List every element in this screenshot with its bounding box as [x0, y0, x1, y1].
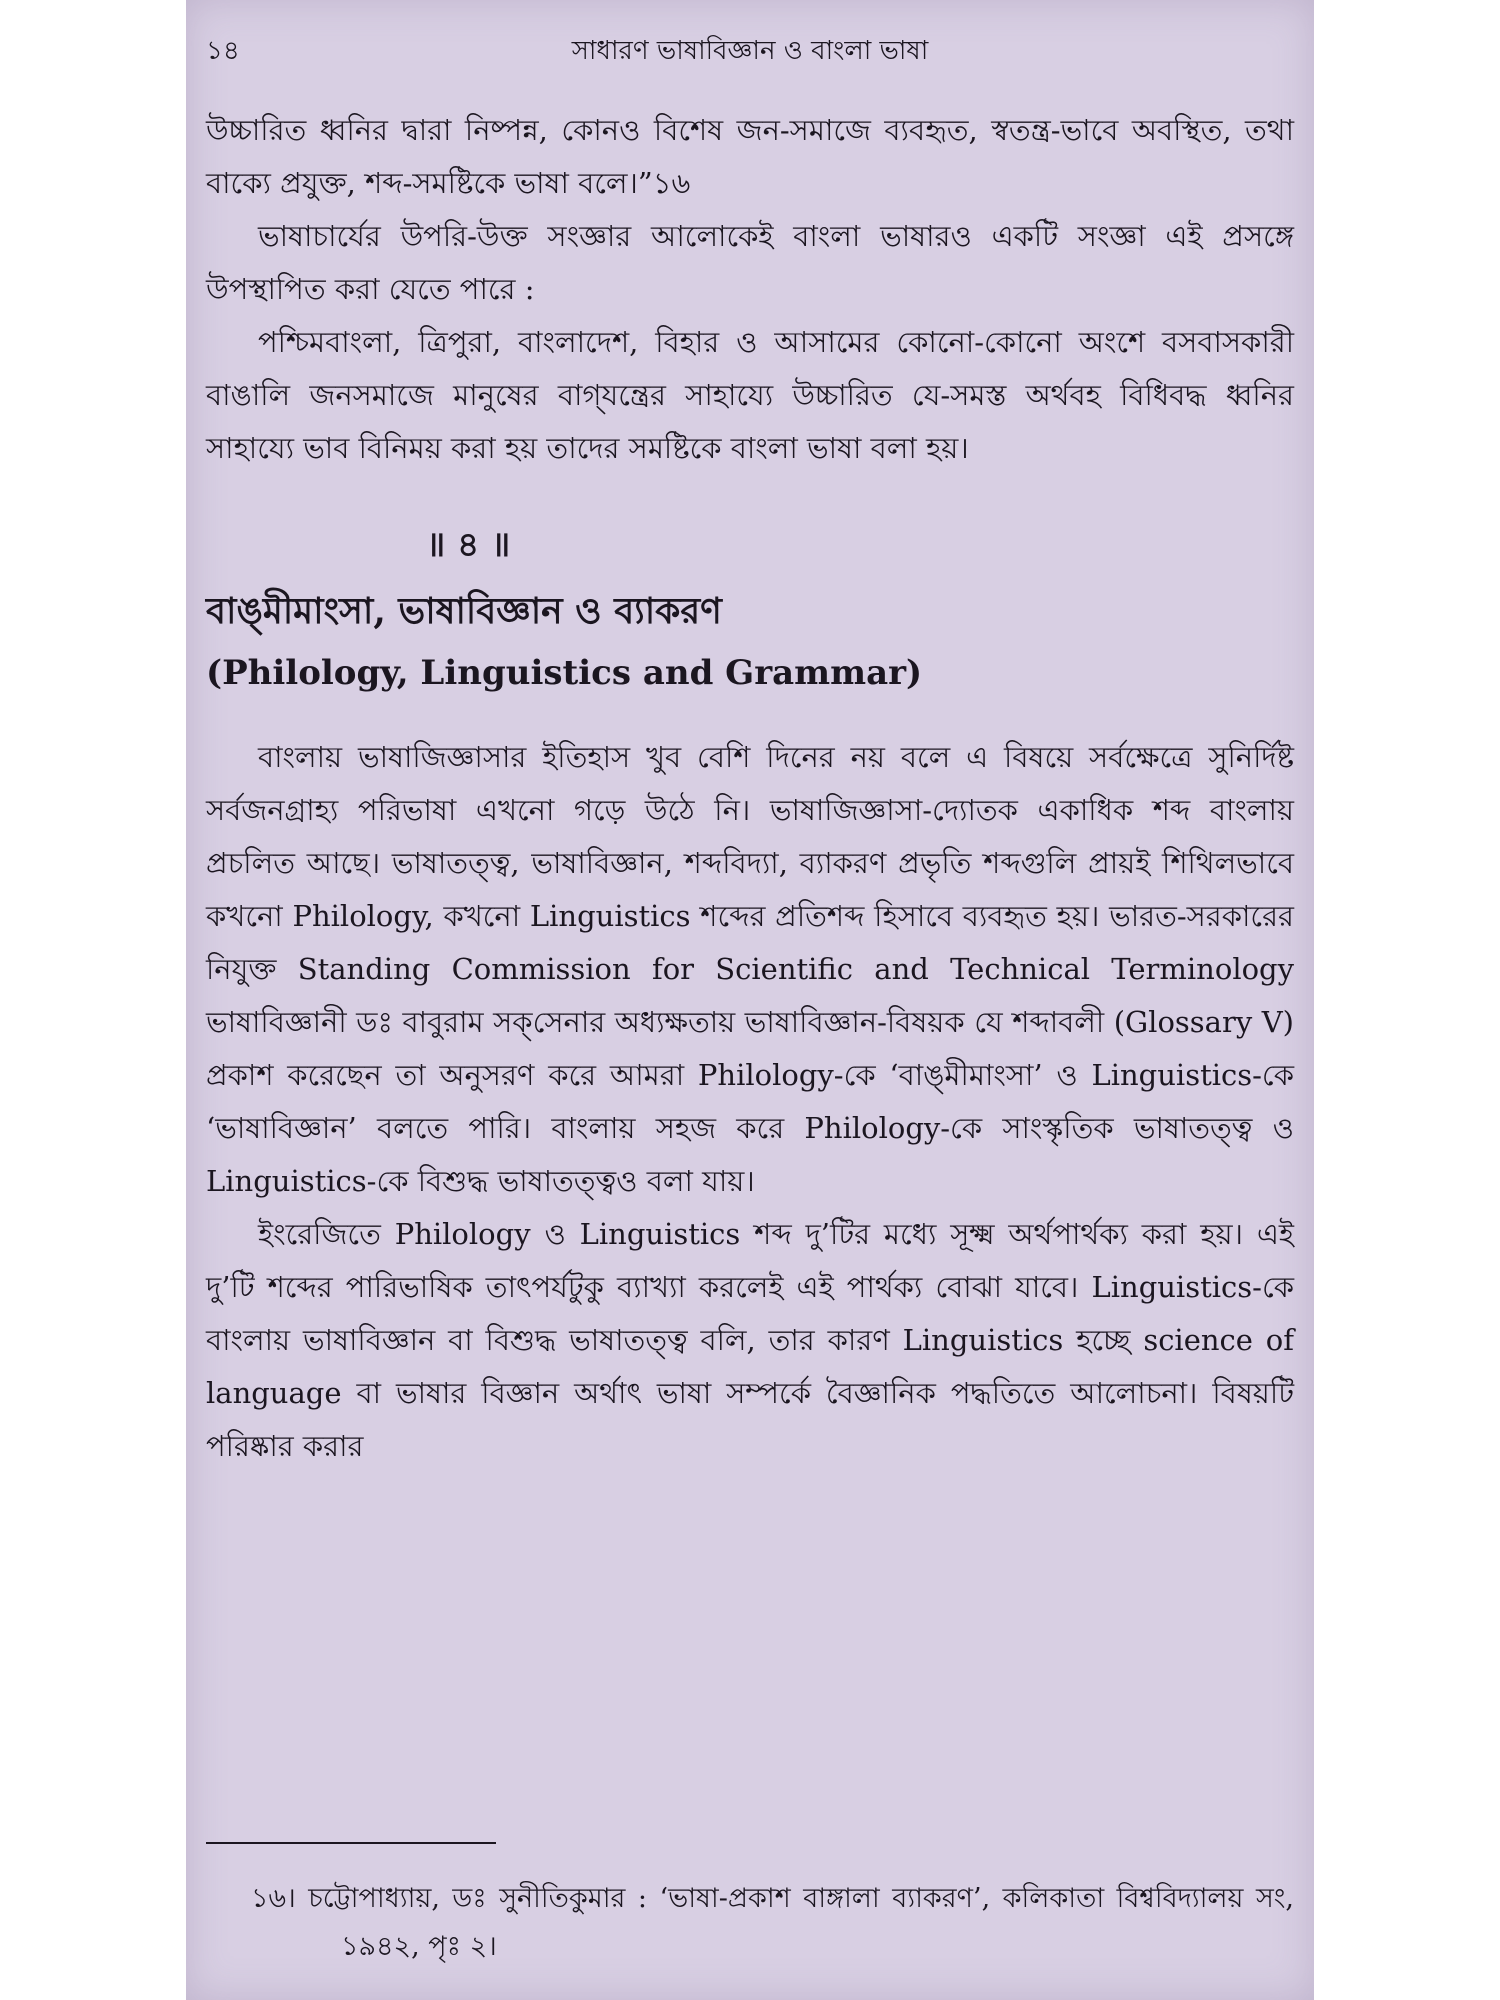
running-header [206, 30, 1294, 70]
page-number: ১৪ [206, 36, 240, 66]
paragraph-terminology: বাংলায় ভাষাজিজ্ঞাসার ইতিহাস খুব বেশি দিনের নয় বলে এ বিষয়ে সর্বক্ষেত্রে সুনির্দিষ্ট সর্বজনগ্রাহ্য পরিভাষা এখনো গড়ে উঠে নি। ভাষাজিজ্ঞাসা-দ্যোতক একাধিক শব্দ বাংলায় প্রচলিত আছে। ভাষাতত্ত্ব, ভাষাবিজ্ঞান, শব্দবিদ্যা, ব্যাকরণ প্রভৃতি শব্দগুলি প্রায়ই শিথিলভাবে কখনো Philology, কখনো Linguistics শব্দের প্রতিশব্দ হিসাবে ব্যবহৃত হয়। ভারত-সরকারের নিযুক্ত Standing Commission for Scientific and Technical Terminology ভাষাবিজ্ঞানী ডঃ বাবুরাম সক্‌সেনার অধ্যক্ষতায় ভাষাবিজ্ঞান-বিষয়ক যে শব্দাবলী (Glossary V) প্রকাশ করেছেন তা অনুসরণ করে আমরা Philology-কে ‘বাঙ্‌মীমাংসা’ ও Linguistics-কে ‘ভাষাবিজ্ঞান’ বলতে পারি। বাংলায় সহজ করে Philology-কে সাংস্কৃতিক ভাষাতত্ত্ব ও Linguistics-কে বিশুদ্ধ ভাষাতত্ত্বও বলা যায়। [206, 740, 1294, 1198]
paragraph-quote-end: উচ্চারিত ধ্বনির দ্বারা নিষ্পন্ন, কোনও বিশেষ জন-সমাজে ব্যবহৃত, স্বতন্ত্র-ভাবে অবস্থিত, তথা বাক্যে প্রযুক্ত, শব্দ-সমষ্টিকে ভাষা বলে।”১৬ [206, 113, 1294, 200]
footnote [206, 1875, 1294, 1971]
paragraph-definition-intro: ভাষাচার্যের উপরি-উক্ত সংজ্ঞার আলোকেই বাংলা ভাষারও একটি সংজ্ঞা এই প্রসঙ্গে উপস্থাপিত করা যেতে পারে : [206, 219, 1294, 306]
section-title: বাঙ্‌মীমাংসা, ভাষাবিজ্ঞান ও ব্যাকরণ [206, 590, 722, 632]
footnote-rule [206, 1842, 496, 1844]
paragraph-bangla-definition: পশ্চিমবাংলা, ত্রিপুরা, বাংলাদেশ, বিহার ও আসামের কোনো-কোনো অংশে বসবাসকারী বাঙালি জনসমাজে মানুষের বাগ্‌যন্ত্রের সাহায্যে উচ্চারিত যে-সমস্ত অর্থবহ বিধিবদ্ধ ধ্বনির সাহায্যে ভাব বিনিময় করা হয় তাদের সমষ্টিকে বাংলা ভাষা বলা হয়। [206, 325, 1294, 465]
footnote-text: ১৬। চট্টোপাধ্যায়, ডঃ সুনীতিকুমার : ‘ভাষা-প্রকাশ বাঙ্গালা ব্যাকরণ’, কলিকাতা বিশ্ববিদ্যালয় সং, ১৯৪২, পৃঃ ২। [251, 1883, 1294, 1962]
section-subtitle: (Philology, Linguistics and Grammar) [206, 653, 923, 693]
book-page [186, 0, 1314, 2000]
running-title: সাধারণ ভাষাবিজ্ঞান ও বাংলা ভাষা [571, 36, 929, 66]
paragraph-distinction: ইংরেজিতে Philology ও Linguistics শব্দ দু’টির মধ্যে সূক্ষ্ম অর্থপার্থক্য করা হয়। এই দু’টি শব্দের পারিভাষিক তাৎপর্যটুকু ব্যাখ্যা করলেই এই পার্থক্য বোঝা যাবে। Linguistics-কে বাংলায় ভাষাবিজ্ঞান বা বিশুদ্ধ ভাষাতত্ত্ব বলি, তার কারণ Linguistics হচ্ছে science of language বা ভাষার বিজ্ঞান অর্থাৎ ভাষা সম্পর্কে বৈজ্ঞানিক পদ্ধতিতে আলোচনা। বিষয়টি পরিষ্কার করার [206, 1217, 1294, 1463]
page-body [206, 104, 1294, 1473]
section-marker: ॥ ৪ ॥ [426, 525, 511, 565]
